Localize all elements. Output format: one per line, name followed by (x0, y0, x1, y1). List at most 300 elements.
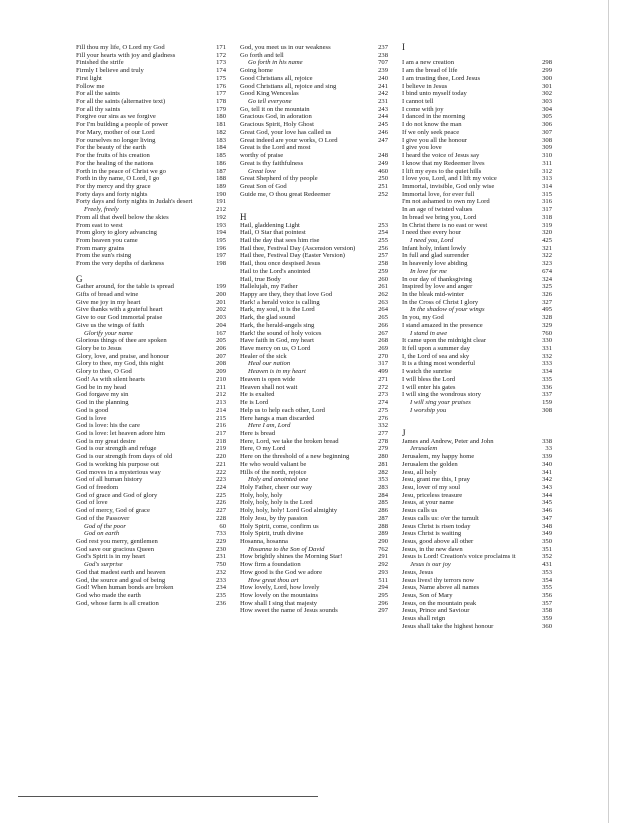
entry-title: From the very depths of darkness (76, 260, 165, 268)
entry-number: 325 (542, 283, 552, 291)
entry-number: 212 (216, 391, 226, 399)
entry-number: 214 (216, 406, 226, 414)
index-entry (76, 113, 226, 121)
entry-title: Give to our God immortal praise (76, 314, 163, 322)
entry-title: God rest you merry, gentlemen (76, 538, 158, 545)
entry-title: From many grains (76, 244, 125, 252)
entry-title: Go, tell it on the mountain (240, 105, 310, 113)
entry-number: 273 (378, 391, 388, 399)
entry-number: 299 (542, 67, 552, 75)
entry-number: 212 (216, 206, 226, 214)
entry-number: 324 (542, 275, 552, 283)
entry-title: In Christ there is no east or west (402, 221, 488, 229)
entry-number: 355 (542, 584, 552, 592)
entry-number: 227 (216, 507, 226, 515)
entry-title: Jesus shall take the highest honour (402, 622, 494, 630)
index-entry (76, 415, 226, 423)
entry-number: 206 (216, 345, 226, 353)
index-entry (76, 245, 226, 253)
entry-title: Here hangs a man discarded (240, 414, 315, 422)
entry-number: 308 (542, 406, 552, 414)
index-entry (240, 314, 388, 322)
index-entry (76, 438, 226, 446)
index-entry (76, 600, 226, 608)
entry-number: 495 (542, 306, 552, 314)
entry-title: God forgave my sin (76, 391, 129, 399)
entry-title: Jesus, on the mountain peak (402, 599, 477, 607)
entry-title: God is love: let heaven adore him (76, 429, 165, 437)
entry-title: James and Andrew, Peter and John (402, 437, 494, 445)
entry-number: 319 (542, 221, 552, 229)
index-entry (402, 453, 552, 461)
index-entry (240, 283, 388, 291)
index-entry (402, 314, 552, 322)
index-entry (76, 469, 226, 477)
entry-number: 256 (378, 244, 388, 252)
entry-title: Go forth in his name (248, 59, 303, 67)
index-entry (240, 484, 388, 492)
entry-number: 312 (542, 167, 552, 175)
section-letter: I (402, 42, 405, 52)
entry-number: 335 (542, 375, 552, 383)
entry-number: 220 (216, 453, 226, 461)
index-entry (240, 492, 388, 500)
index-entry (76, 314, 226, 322)
index-entry (76, 121, 226, 129)
entry-title: I bind unto myself today (402, 90, 467, 98)
index-entry (76, 183, 226, 191)
index-entry (402, 183, 552, 191)
entry-number: 213 (216, 399, 226, 407)
index-entry (240, 569, 388, 577)
entry-number: 762 (378, 545, 388, 553)
entry-title: I will sing the wondrous story (402, 391, 481, 399)
entry-title: God is working his purpose out (76, 460, 159, 468)
index-entry (402, 245, 552, 253)
index-entry (402, 469, 552, 477)
entry-title: From heaven you came (76, 236, 138, 244)
spacer (402, 415, 552, 423)
entry-number: 290 (378, 538, 388, 545)
index-entry-alt-title (240, 577, 388, 585)
index-entry-alt-title (402, 445, 552, 453)
index-entry (240, 384, 388, 392)
index-entry (76, 168, 226, 176)
entry-title: How lovely, Lord, how lovely (240, 584, 320, 592)
entry-number: 293 (378, 568, 388, 576)
entry-title: It fell upon a summer day (402, 345, 470, 353)
index-entry (76, 399, 226, 407)
entry-number: 224 (216, 483, 226, 491)
entry-title: Heaven is in my heart (248, 368, 306, 376)
entry-title: Go forth and tell (240, 51, 284, 59)
entry-title: I come with joy (402, 105, 444, 113)
entry-number: 340 (542, 460, 552, 468)
entry-number: 173 (216, 59, 226, 67)
entry-title: God is love: his the care (76, 422, 140, 430)
index-entry (240, 291, 388, 299)
entry-title: I stand amazed in the presence (402, 321, 483, 329)
entry-number: 314 (542, 182, 552, 190)
index-entry-alt-title (76, 206, 226, 214)
entry-title: Here, Lord, we take the broken bread (240, 437, 339, 445)
index-entry (402, 191, 552, 199)
entry-title: For all the saints (76, 90, 120, 98)
entry-number: 222 (216, 468, 226, 476)
index-entry (402, 291, 552, 299)
entry-title: Jesus, good above all other (402, 538, 474, 545)
entry-title: Jesus, Prince and Saviour (402, 607, 470, 615)
entry-title: Go tell everyone (248, 98, 292, 106)
index-entry (76, 214, 226, 222)
entry-title: Have faith in God, my heart (240, 337, 314, 345)
entry-title: God in the planning (76, 399, 129, 407)
index-entry (402, 83, 552, 91)
entry-title: Immortal love, for ever full (402, 190, 475, 198)
entry-title: For the beauty of the earth (76, 144, 146, 152)
entry-title: I lift my eyes to the quiet hills (402, 167, 482, 175)
entry-title: Holy, holy, holy (240, 491, 283, 499)
entry-number: 317 (378, 360, 388, 368)
entry-title: In bread we bring you, Lord (402, 213, 477, 221)
entry-title: God, whose farm is all creation (76, 599, 159, 607)
index-entry (240, 376, 388, 384)
index-entry (402, 137, 552, 145)
entry-title: How shall I sing that majesty (240, 599, 318, 607)
entry-number: 278 (378, 437, 388, 445)
index-entry (240, 229, 388, 237)
index-entry (402, 391, 552, 399)
entry-number: 289 (378, 530, 388, 538)
entry-number: 208 (216, 360, 226, 368)
index-entry (76, 345, 226, 353)
entry-title: Follow me (76, 82, 105, 90)
entry-title: Forgive our sins as we forgive (76, 113, 156, 121)
index-entry (402, 623, 552, 631)
index-entry (240, 538, 388, 546)
index-entry (240, 407, 388, 415)
entry-title: Fill your hearts with joy and gladness (76, 51, 176, 59)
index-entry (402, 546, 552, 554)
index-entry (402, 553, 552, 561)
entry-number: 307 (542, 128, 552, 136)
entry-title: I am trusting thee, Lord Jesus (402, 74, 481, 82)
entry-number: 193 (216, 221, 226, 229)
index-entry (240, 330, 388, 338)
entry-number: 253 (378, 221, 388, 229)
index-entry (402, 615, 552, 623)
index-entry (76, 291, 226, 299)
entry-number: 205 (216, 337, 226, 345)
entry-title: Healer of the sick (240, 352, 287, 360)
entry-number: 276 (378, 414, 388, 422)
index-entry (240, 430, 388, 438)
index-entry (402, 229, 552, 237)
entry-title: I know that my Redeemer lives (402, 159, 485, 167)
entry-number: 353 (378, 476, 388, 484)
entry-number: 303 (542, 98, 552, 106)
entry-title: Hail thee, Festival Day (Easter Version) (240, 252, 345, 260)
entry-title: Help us to help each other, Lord (240, 406, 325, 414)
section-letter-heading (76, 273, 226, 284)
index-entry (402, 59, 552, 67)
spacer (240, 198, 388, 206)
entry-number: 179 (216, 105, 226, 113)
index-entry (76, 507, 226, 515)
index-entry (240, 67, 388, 75)
entry-number: 304 (542, 105, 552, 113)
entry-title: Jesu, lover of my soul (402, 483, 461, 491)
entry-title: Gracious God, in adoration (240, 113, 312, 121)
index-entry (76, 577, 226, 585)
index-entry (402, 384, 552, 392)
index-entry (76, 538, 226, 546)
index-entry (76, 237, 226, 245)
entry-number: 197 (216, 252, 226, 260)
index-entry (240, 129, 388, 137)
entry-title: Give us the wings of faith (76, 321, 145, 329)
entry-title: Jesus is Lord! Creation's voice proclaims it (402, 553, 516, 561)
entry-title: Fill thou my life, O Lord my God (76, 44, 165, 51)
index-entry (76, 98, 226, 106)
entry-number: 159 (542, 399, 552, 407)
entry-title: I, the Lord of sea and sky (402, 352, 470, 360)
entry-title: Gather around, for the table is spread (76, 283, 174, 291)
index-entry (240, 113, 388, 121)
section-letter-heading (402, 44, 552, 52)
entry-title: How lovely on the mountains (240, 592, 319, 600)
entry-number: 298 (542, 59, 552, 67)
entry-title: In love for me (410, 267, 447, 275)
index-entry (76, 67, 226, 75)
entry-number: 238 (378, 51, 388, 59)
entry-title: Gifts of bread and wine (76, 291, 139, 298)
index-entry (402, 299, 552, 307)
entry-title: Jesu, all holy (402, 468, 437, 476)
entry-number: 338 (542, 437, 552, 445)
index-entry-alt-title (402, 268, 552, 276)
entry-title: Hark, my soul, it is the Lord (240, 306, 315, 314)
entry-number: 172 (216, 51, 226, 59)
spacer (402, 52, 552, 60)
entry-number: 243 (378, 105, 388, 113)
entry-title: Guide me, O thou great Redeemer (240, 190, 331, 198)
entry-title: Forty days and forty nights in Judah's desert (76, 198, 193, 206)
section-letter-heading (402, 427, 552, 438)
entry-number: 329 (542, 321, 552, 329)
entry-title: Jesus, in the new dawn (402, 545, 463, 553)
index-entry (76, 260, 226, 268)
entry-title: In you, my God (402, 314, 444, 322)
entry-title: How sweet the name of Jesus sounds (240, 607, 338, 615)
entry-number: 460 (378, 167, 388, 175)
entry-number: 327 (542, 298, 552, 306)
index-entry (76, 106, 226, 114)
entry-number: 261 (378, 283, 388, 291)
index-entry-alt-title (240, 168, 388, 176)
index-entry (402, 337, 552, 345)
section-letter: G (76, 273, 83, 284)
entry-number: 246 (378, 128, 388, 136)
index-entry (240, 191, 388, 199)
entry-title: Hosanna, hosanna (240, 538, 288, 545)
entry-title: Jesus, Son of Mary (402, 592, 453, 600)
entry-number: 345 (542, 499, 552, 507)
entry-title: Holy Spirit, truth divine (240, 530, 304, 538)
index-entry (402, 75, 552, 83)
entry-number: 255 (378, 236, 388, 244)
entry-number: 228 (216, 514, 226, 522)
entry-title: Hail thee, Festival Day (Ascension version) (240, 244, 356, 252)
entry-number: 233 (216, 576, 226, 584)
index-entry (76, 360, 226, 368)
entry-number: 219 (216, 445, 226, 453)
entry-title: God that madest earth and heaven (76, 568, 166, 576)
index-entry (402, 206, 552, 214)
entry-title: worthy of praise (240, 152, 284, 160)
entry-number: 269 (378, 345, 388, 353)
index-entry (76, 75, 226, 83)
entry-number: 195 (216, 236, 226, 244)
index-entry (76, 337, 226, 345)
index-entry (240, 445, 388, 453)
entry-title: Good Christians all, rejoice (240, 74, 313, 82)
index-entry (76, 322, 226, 330)
entry-title: I watch the sunrise (402, 368, 452, 376)
index-entry (402, 198, 552, 206)
entry-number: 204 (216, 321, 226, 329)
index-entry (402, 276, 552, 284)
index-entry (402, 160, 552, 168)
entry-number: 215 (216, 414, 226, 422)
entry-number: 272 (378, 383, 388, 391)
index-entry (402, 252, 552, 260)
index-entry (240, 268, 388, 276)
index-column-2 (240, 44, 388, 615)
entry-number: 275 (378, 406, 388, 414)
entry-number: 302 (542, 90, 552, 98)
entry-number: 315 (542, 190, 552, 198)
index-entry (240, 252, 388, 260)
entry-number: 283 (378, 483, 388, 491)
entry-title: I believe in Jesus (402, 82, 448, 90)
entry-title: First light (76, 74, 102, 82)
entry-title: Hail the day that sees him rise (240, 236, 320, 244)
entry-title: In an age of twisted values (402, 206, 473, 214)
entry-title: I give you love (402, 144, 442, 152)
entry-number: 357 (542, 599, 552, 607)
entry-title: I am the bread of life (402, 67, 458, 75)
index-entry (76, 391, 226, 399)
entry-title: Going home (240, 67, 273, 75)
entry-number: 190 (216, 190, 226, 198)
section-letter: H (240, 211, 247, 222)
entry-title: Heaven shall not wait (240, 383, 298, 391)
entry-title: In our day of thanksgiving (402, 275, 472, 283)
entry-title: Jesus Christ is risen today (402, 522, 471, 530)
entry-title: God is good (76, 406, 109, 414)
index-entry (240, 322, 388, 330)
index-entry (240, 160, 388, 168)
index-entry (240, 299, 388, 307)
entry-number: 236 (216, 599, 226, 607)
entry-number: 184 (216, 144, 226, 152)
index-entry (76, 492, 226, 500)
index-entry (76, 198, 226, 206)
entry-number: 198 (216, 260, 226, 268)
index-entry (240, 137, 388, 145)
entry-title: Jesu, grant me this, I pray (402, 476, 470, 484)
entry-number: 251 (378, 182, 388, 190)
entry-number: 262 (378, 291, 388, 298)
spacer (240, 206, 388, 214)
index-entry (76, 175, 226, 183)
index-entry (402, 144, 552, 152)
entry-number: 174 (216, 67, 226, 75)
section-letter: J (402, 427, 406, 438)
entry-number: 313 (542, 175, 552, 183)
index-entry-alt-title (240, 360, 388, 368)
index-entry (402, 461, 552, 469)
entry-title: Hark, the glad sound (240, 314, 295, 322)
index-entry (240, 584, 388, 592)
entry-title: Good Christians all, rejoice and sing (240, 82, 337, 90)
entry-title: Jesus calls us: o'er the tumult (402, 514, 479, 522)
index-entry (402, 507, 552, 515)
index-entry (402, 283, 552, 291)
entry-title: Glorify your name (84, 329, 133, 337)
entry-number: 196 (216, 244, 226, 252)
index-entry-alt-title (402, 237, 552, 245)
index-entry (76, 461, 226, 469)
entry-title: Jesus shall reign (402, 615, 446, 623)
index-entry (240, 507, 388, 515)
entry-title: It is a thing most wonderful (402, 360, 476, 368)
entry-number: 242 (378, 90, 388, 98)
entry-title: God! As with silent hearts (76, 375, 145, 383)
entry-number: 217 (216, 429, 226, 437)
entry-title: Holy and anointed one (248, 476, 309, 484)
entry-number: 511 (378, 576, 388, 584)
entry-title: Great Son of God (240, 182, 287, 190)
index-entry-alt-title (402, 330, 552, 338)
index-entry (76, 445, 226, 453)
entry-number: 202 (216, 306, 226, 314)
entry-number: 284 (378, 491, 388, 499)
index-entry (76, 368, 226, 376)
entry-title: Holy Father, cheer our way (240, 483, 313, 491)
entry-title: Glory to thee, my God, this night (76, 360, 164, 368)
index-entry (402, 90, 552, 98)
index-entry-alt-title (76, 530, 226, 538)
index-entry (402, 175, 552, 183)
index-entry-alt-title (402, 306, 552, 314)
entry-title: Holy Jesu, by thy passion (240, 514, 308, 522)
entry-number: 760 (542, 329, 552, 337)
entry-number: 177 (216, 90, 226, 98)
entry-number: 300 (542, 74, 552, 82)
entry-title: Forty days and forty nights (76, 190, 148, 198)
index-entry (240, 353, 388, 361)
entry-title: God! When human bonds are broken (76, 584, 174, 592)
entry-title: Glory to thee, O God (76, 368, 132, 376)
index-entry (240, 276, 388, 284)
entry-number: 241 (378, 82, 388, 90)
entry-number: 294 (378, 584, 388, 592)
entry-number: 328 (542, 314, 552, 322)
entry-title: Hark! the sound of holy voices (240, 329, 322, 337)
entry-number: 60 (219, 522, 226, 530)
